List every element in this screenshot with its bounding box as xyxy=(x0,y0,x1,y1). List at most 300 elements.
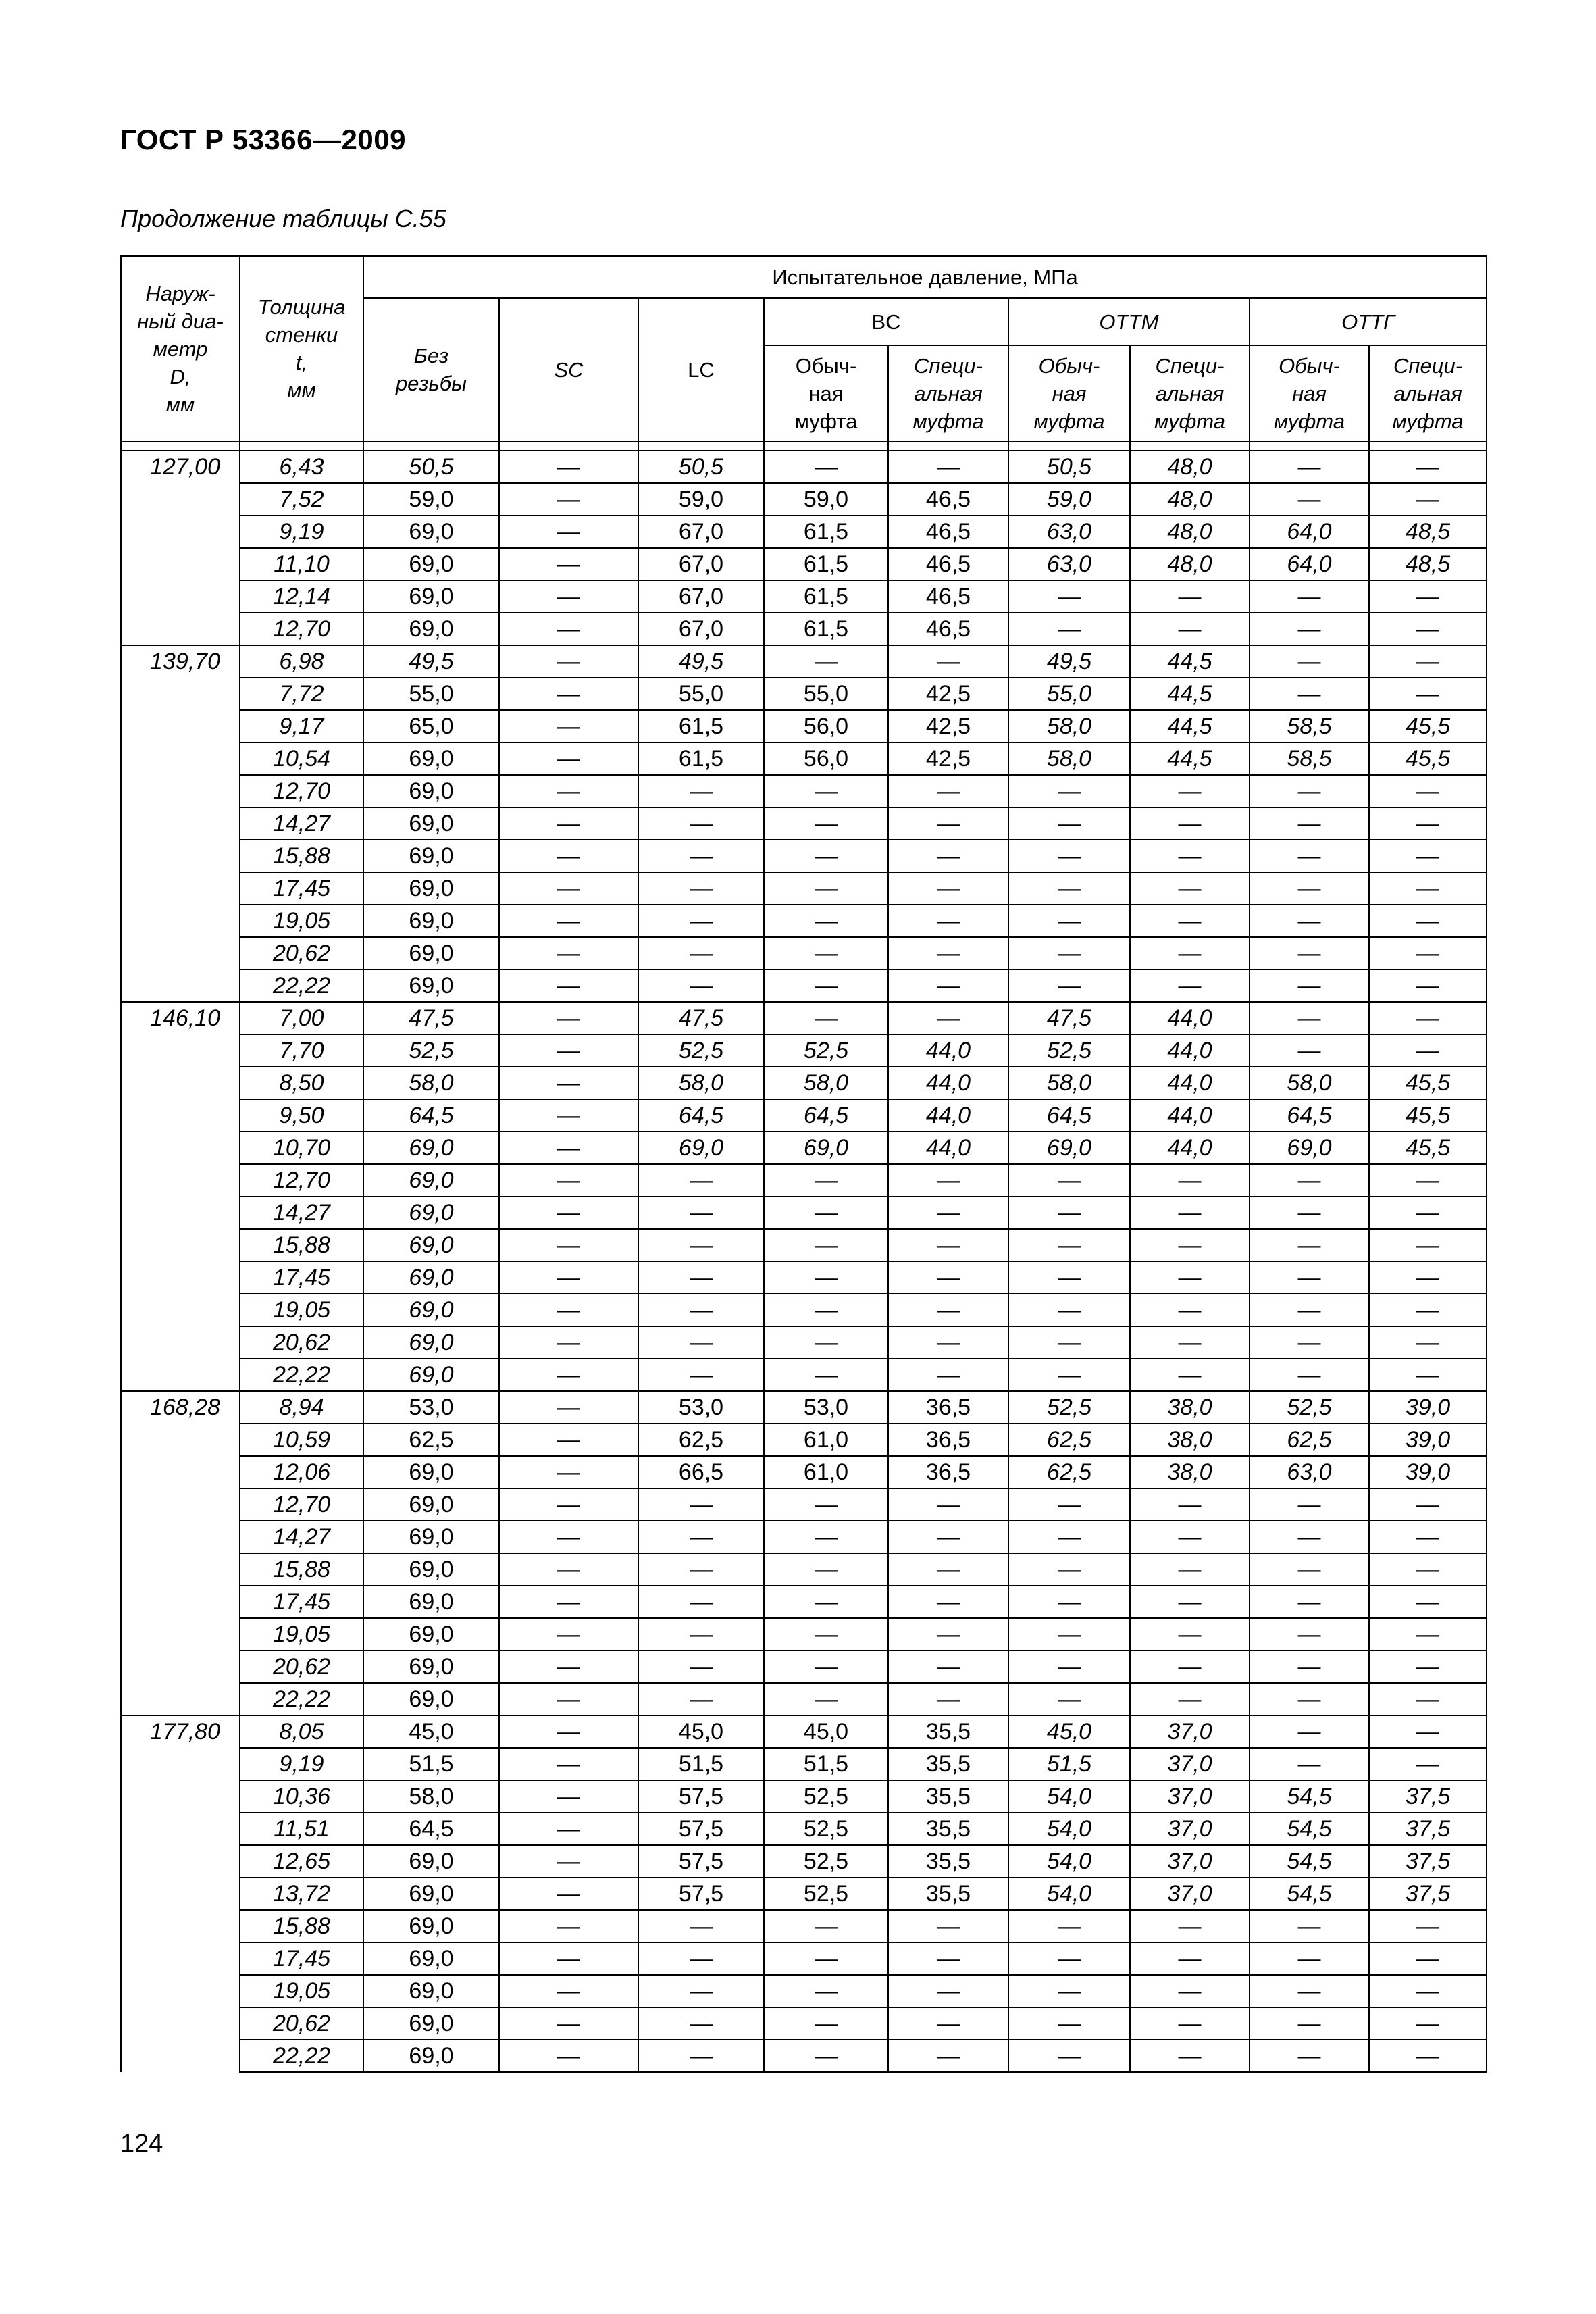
ottg-special-cell: — xyxy=(1369,613,1487,645)
bc-special-cell: 46,5 xyxy=(888,483,1008,515)
sc-cell: — xyxy=(499,1067,638,1099)
ottm-special-cell: 44,0 xyxy=(1130,1002,1250,1034)
wall-thickness-cell: 10,59 xyxy=(240,1424,363,1456)
table-row xyxy=(121,1845,1487,1878)
sc-cell: — xyxy=(499,1586,638,1618)
ottg-special-cell: — xyxy=(1369,937,1487,970)
ottg-special-cell: — xyxy=(1369,1002,1487,1034)
wall-thickness-cell: 22,22 xyxy=(240,1683,363,1715)
bc-special-cell: 36,5 xyxy=(888,1456,1008,1488)
table-row xyxy=(121,840,1487,872)
no-thread-cell: 64,5 xyxy=(363,1813,499,1845)
ottg-special-cell: 37,5 xyxy=(1369,1845,1487,1878)
ottm-regular-cell: 58,0 xyxy=(1008,710,1130,743)
sc-cell: — xyxy=(499,1391,638,1424)
bc-special-cell: — xyxy=(888,872,1008,905)
sc-cell: — xyxy=(499,1099,638,1132)
no-thread-cell: 59,0 xyxy=(363,483,499,515)
ottm-regular-cell: — xyxy=(1008,1229,1130,1261)
ottm-regular-cell: — xyxy=(1008,775,1130,807)
ottg-regular-cell: — xyxy=(1250,775,1369,807)
no-thread-cell: 69,0 xyxy=(363,1197,499,1229)
wall-thickness-cell: 14,27 xyxy=(240,807,363,840)
ottg-regular-cell: — xyxy=(1250,970,1369,1002)
lc-cell: — xyxy=(638,1910,764,1942)
wall-thickness-cell: 19,05 xyxy=(240,1618,363,1651)
wall-thickness-cell: 17,45 xyxy=(240,1942,363,1975)
sc-cell: — xyxy=(499,678,638,710)
no-thread-cell: 69,0 xyxy=(363,1910,499,1942)
wall-thickness-cell: 9,17 xyxy=(240,710,363,743)
ottm-special-cell: — xyxy=(1130,1229,1250,1261)
ottm-regular-cell: — xyxy=(1008,840,1130,872)
ottm-regular-cell: 49,5 xyxy=(1008,645,1130,678)
wall-thickness-cell: 12,65 xyxy=(240,1845,363,1878)
bc-regular-cell: — xyxy=(764,1261,888,1294)
lc-cell: — xyxy=(638,807,764,840)
sc-cell: — xyxy=(499,1229,638,1261)
ottg-special-cell: 45,5 xyxy=(1369,1099,1487,1132)
bc-special-cell: — xyxy=(888,807,1008,840)
table-body xyxy=(121,451,1487,2072)
ottg-special-cell: — xyxy=(1369,1748,1487,1780)
sc-cell: — xyxy=(499,1942,638,1975)
sc-cell: — xyxy=(499,937,638,970)
ottg-special-cell: 45,5 xyxy=(1369,1132,1487,1164)
table-row xyxy=(121,1424,1487,1456)
sc-cell: — xyxy=(499,1164,638,1197)
table-row xyxy=(121,1391,1487,1424)
wall-thickness-cell: 8,50 xyxy=(240,1067,363,1099)
wall-thickness-cell: 15,88 xyxy=(240,1229,363,1261)
pressure-table xyxy=(120,255,1487,2073)
bc-regular-cell: — xyxy=(764,1164,888,1197)
lc-cell: 64,5 xyxy=(638,1099,764,1132)
sc-cell: — xyxy=(499,775,638,807)
ottm-regular-cell: — xyxy=(1008,905,1130,937)
table-row xyxy=(121,807,1487,840)
ottm-special-cell: 37,0 xyxy=(1130,1878,1250,1910)
wall-thickness-cell: 20,62 xyxy=(240,1651,363,1683)
table-row xyxy=(121,2007,1487,2040)
bc-regular-cell: 53,0 xyxy=(764,1391,888,1424)
bc-regular-cell: — xyxy=(764,645,888,678)
ottm-regular-cell: — xyxy=(1008,1910,1130,1942)
ottm-regular-cell: 54,0 xyxy=(1008,1813,1130,1845)
no-thread-cell: 69,0 xyxy=(363,775,499,807)
wall-thickness-cell: 9,50 xyxy=(240,1099,363,1132)
bc-special-cell: 36,5 xyxy=(888,1424,1008,1456)
ottm-special-cell: — xyxy=(1130,807,1250,840)
ottg-special-cell: — xyxy=(1369,1586,1487,1618)
ottm-regular-cell: 47,5 xyxy=(1008,1002,1130,1034)
bc-regular-cell: — xyxy=(764,1521,888,1553)
lc-cell: — xyxy=(638,1942,764,1975)
bc-regular-cell: 45,0 xyxy=(764,1715,888,1748)
bc-special-cell: — xyxy=(888,1975,1008,2007)
ottm-special-cell: 48,0 xyxy=(1130,548,1250,580)
ottm-regular-cell: 52,5 xyxy=(1008,1034,1130,1067)
ottm-special-cell: 48,0 xyxy=(1130,515,1250,548)
no-thread-cell: 69,0 xyxy=(363,970,499,1002)
ottm-regular-cell: — xyxy=(1008,580,1130,613)
no-thread-cell: 69,0 xyxy=(363,1359,499,1391)
sc-cell: — xyxy=(499,1553,638,1586)
lc-cell: — xyxy=(638,1521,764,1553)
ottg-regular-cell: — xyxy=(1250,1748,1369,1780)
table-row xyxy=(121,678,1487,710)
header-bc-special: Специ- альная муфта xyxy=(888,345,1008,441)
table-row xyxy=(121,1780,1487,1813)
sc-cell: — xyxy=(499,807,638,840)
ottm-special-cell: — xyxy=(1130,1164,1250,1197)
ottg-special-cell: — xyxy=(1369,1359,1487,1391)
lc-cell: — xyxy=(638,1488,764,1521)
table-row xyxy=(121,1002,1487,1034)
sc-cell: — xyxy=(499,1683,638,1715)
sc-cell: — xyxy=(499,872,638,905)
ottm-special-cell: 38,0 xyxy=(1130,1456,1250,1488)
ottm-regular-cell: — xyxy=(1008,1197,1130,1229)
ottg-special-cell: — xyxy=(1369,451,1487,483)
ottm-regular-cell: 69,0 xyxy=(1008,1132,1130,1164)
wall-thickness-cell: 22,22 xyxy=(240,1359,363,1391)
ottg-special-cell: — xyxy=(1369,1197,1487,1229)
ottg-special-cell: 37,5 xyxy=(1369,1780,1487,1813)
ottg-special-cell: 39,0 xyxy=(1369,1391,1487,1424)
table-row xyxy=(121,1910,1487,1942)
wall-thickness-cell: 7,70 xyxy=(240,1034,363,1067)
ottm-regular-cell: — xyxy=(1008,2007,1130,2040)
bc-special-cell: — xyxy=(888,1002,1008,1034)
bc-special-cell: — xyxy=(888,775,1008,807)
table-row xyxy=(121,937,1487,970)
bc-regular-cell: — xyxy=(764,1942,888,1975)
ottg-regular-cell: — xyxy=(1250,840,1369,872)
no-thread-cell: 69,0 xyxy=(363,1553,499,1586)
no-thread-cell: 69,0 xyxy=(363,1326,499,1359)
ottm-regular-cell: — xyxy=(1008,1975,1130,2007)
lc-cell: 45,0 xyxy=(638,1715,764,1748)
ottg-special-cell: — xyxy=(1369,1651,1487,1683)
table-row xyxy=(121,970,1487,1002)
ottm-special-cell: 44,0 xyxy=(1130,1132,1250,1164)
ottm-regular-cell: — xyxy=(1008,1294,1130,1326)
bc-special-cell: — xyxy=(888,1197,1008,1229)
table-row xyxy=(121,1132,1487,1164)
no-thread-cell: 69,0 xyxy=(363,937,499,970)
ottg-regular-cell: — xyxy=(1250,1942,1369,1975)
sc-cell: — xyxy=(499,1132,638,1164)
ottm-special-cell: — xyxy=(1130,1261,1250,1294)
table-row xyxy=(121,1975,1487,2007)
no-thread-cell: 69,0 xyxy=(363,1586,499,1618)
header-ottm-special: Специ- альная муфта xyxy=(1130,345,1250,441)
ottg-regular-cell: — xyxy=(1250,1586,1369,1618)
table-row xyxy=(121,515,1487,548)
ottm-special-cell: 48,0 xyxy=(1130,483,1250,515)
no-thread-cell: 69,0 xyxy=(363,1261,499,1294)
ottg-special-cell: — xyxy=(1369,483,1487,515)
ottm-special-cell: — xyxy=(1130,1553,1250,1586)
bc-regular-cell: — xyxy=(764,1910,888,1942)
ottg-special-cell: — xyxy=(1369,1326,1487,1359)
table-row xyxy=(121,483,1487,515)
ottg-special-cell: — xyxy=(1369,1975,1487,2007)
lc-cell: — xyxy=(638,1229,764,1261)
ottg-special-cell: — xyxy=(1369,1521,1487,1553)
page-number: 124 xyxy=(120,2130,163,2158)
bc-regular-cell: — xyxy=(764,1359,888,1391)
wall-thickness-cell: 20,62 xyxy=(240,937,363,970)
bc-special-cell: — xyxy=(888,1294,1008,1326)
lc-cell: — xyxy=(638,905,764,937)
ottm-special-cell: 44,0 xyxy=(1130,1034,1250,1067)
bc-regular-cell: — xyxy=(764,2007,888,2040)
header-no-thread: Без резьбы xyxy=(363,298,499,441)
wall-thickness-cell: 7,72 xyxy=(240,678,363,710)
table-row xyxy=(121,1942,1487,1975)
wall-thickness-cell: 17,45 xyxy=(240,872,363,905)
no-thread-cell: 69,0 xyxy=(363,515,499,548)
bc-special-cell: 35,5 xyxy=(888,1748,1008,1780)
wall-thickness-cell: 15,88 xyxy=(240,1910,363,1942)
header-lc: LC xyxy=(638,298,764,441)
wall-thickness-cell: 9,19 xyxy=(240,515,363,548)
wall-thickness-cell: 12,70 xyxy=(240,1488,363,1521)
lc-cell: — xyxy=(638,937,764,970)
bc-regular-cell: 51,5 xyxy=(764,1748,888,1780)
sc-cell: — xyxy=(499,905,638,937)
ottg-special-cell: — xyxy=(1369,1715,1487,1748)
table-row xyxy=(121,1878,1487,1910)
ottg-special-cell: 37,5 xyxy=(1369,1878,1487,1910)
table-row xyxy=(121,1294,1487,1326)
lc-cell: — xyxy=(638,970,764,1002)
ottg-special-cell: — xyxy=(1369,1910,1487,1942)
header-wall-thickness: Толщина стенки t, мм xyxy=(240,256,363,441)
bc-special-cell: — xyxy=(888,905,1008,937)
bc-regular-cell: 61,5 xyxy=(764,515,888,548)
no-thread-cell: 69,0 xyxy=(363,905,499,937)
ottm-regular-cell: — xyxy=(1008,1488,1130,1521)
ottg-regular-cell: 54,5 xyxy=(1250,1845,1369,1878)
sc-cell: — xyxy=(499,840,638,872)
ottg-special-cell: — xyxy=(1369,840,1487,872)
bc-special-cell: — xyxy=(888,451,1008,483)
ottm-regular-cell: 54,0 xyxy=(1008,1780,1130,1813)
table-row xyxy=(121,1197,1487,1229)
bc-special-cell: — xyxy=(888,970,1008,1002)
sc-cell: — xyxy=(499,1910,638,1942)
no-thread-cell: 69,0 xyxy=(363,1683,499,1715)
wall-thickness-cell: 8,94 xyxy=(240,1391,363,1424)
ottg-regular-cell: — xyxy=(1250,1488,1369,1521)
bc-special-cell: 35,5 xyxy=(888,1813,1008,1845)
wall-thickness-cell: 20,62 xyxy=(240,2007,363,2040)
table-row xyxy=(121,1099,1487,1132)
no-thread-cell: 53,0 xyxy=(363,1391,499,1424)
lc-cell: — xyxy=(638,775,764,807)
sc-cell: — xyxy=(499,1488,638,1521)
bc-special-cell: 35,5 xyxy=(888,1715,1008,1748)
sc-cell: — xyxy=(499,1521,638,1553)
ottg-regular-cell: — xyxy=(1250,905,1369,937)
bc-special-cell: 46,5 xyxy=(888,515,1008,548)
sc-cell: — xyxy=(499,1748,638,1780)
bc-regular-cell: — xyxy=(764,1294,888,1326)
lc-cell: — xyxy=(638,1197,764,1229)
bc-regular-cell: — xyxy=(764,1488,888,1521)
bc-regular-cell: — xyxy=(764,1002,888,1034)
bc-regular-cell: 56,0 xyxy=(764,743,888,775)
table-row xyxy=(121,1553,1487,1586)
sc-cell: — xyxy=(499,645,638,678)
header-outer-diameter: Наруж- ный диа- метр D, мм xyxy=(121,256,240,441)
sc-cell: — xyxy=(499,580,638,613)
ottg-special-cell: 45,5 xyxy=(1369,743,1487,775)
ottm-special-cell: — xyxy=(1130,1942,1250,1975)
ottm-regular-cell: — xyxy=(1008,1683,1130,1715)
sc-cell: — xyxy=(499,515,638,548)
lc-cell: 57,5 xyxy=(638,1813,764,1845)
wall-thickness-cell: 17,45 xyxy=(240,1261,363,1294)
ottm-regular-cell: — xyxy=(1008,1521,1130,1553)
table-row xyxy=(121,2040,1487,2072)
ottm-special-cell: — xyxy=(1130,1294,1250,1326)
ottg-regular-cell: — xyxy=(1250,613,1369,645)
ottm-special-cell: 37,0 xyxy=(1130,1845,1250,1878)
lc-cell: — xyxy=(638,2007,764,2040)
ottm-special-cell: — xyxy=(1130,775,1250,807)
ottg-special-cell: — xyxy=(1369,1942,1487,1975)
table-row xyxy=(121,1748,1487,1780)
lc-cell: 50,5 xyxy=(638,451,764,483)
bc-special-cell: — xyxy=(888,937,1008,970)
ottg-regular-cell: — xyxy=(1250,937,1369,970)
wall-thickness-cell: 19,05 xyxy=(240,905,363,937)
sc-cell: — xyxy=(499,1002,638,1034)
ottg-regular-cell: — xyxy=(1250,1261,1369,1294)
ottm-regular-cell: 62,5 xyxy=(1008,1456,1130,1488)
ottg-regular-cell: — xyxy=(1250,1651,1369,1683)
bc-special-cell: — xyxy=(888,645,1008,678)
ottg-special-cell: — xyxy=(1369,1034,1487,1067)
header-bc-regular: Обыч- ная муфта xyxy=(764,345,888,441)
lc-cell: 62,5 xyxy=(638,1424,764,1456)
sc-cell: — xyxy=(499,970,638,1002)
bc-special-cell: 42,5 xyxy=(888,743,1008,775)
sc-cell: — xyxy=(499,1294,638,1326)
bc-regular-cell: — xyxy=(764,1229,888,1261)
ottm-regular-cell: 54,0 xyxy=(1008,1878,1130,1910)
no-thread-cell: 65,0 xyxy=(363,710,499,743)
bc-regular-cell: — xyxy=(764,775,888,807)
table-row xyxy=(121,1618,1487,1651)
sc-cell: — xyxy=(499,1651,638,1683)
table-row xyxy=(121,872,1487,905)
ottg-regular-cell: — xyxy=(1250,451,1369,483)
ottg-regular-cell: — xyxy=(1250,2007,1369,2040)
sc-cell: — xyxy=(499,1197,638,1229)
wall-thickness-cell: 7,52 xyxy=(240,483,363,515)
table-row xyxy=(121,1488,1487,1521)
table-row xyxy=(121,1715,1487,1748)
ottg-special-cell: — xyxy=(1369,775,1487,807)
bc-regular-cell: — xyxy=(764,1618,888,1651)
bc-special-cell: — xyxy=(888,1229,1008,1261)
ottg-regular-cell: 52,5 xyxy=(1250,1391,1369,1424)
ottm-special-cell: 38,0 xyxy=(1130,1391,1250,1424)
ottg-special-cell: 48,5 xyxy=(1369,515,1487,548)
bc-special-cell: — xyxy=(888,2040,1008,2072)
lc-cell: 57,5 xyxy=(638,1878,764,1910)
wall-thickness-cell: 9,19 xyxy=(240,1748,363,1780)
wall-thickness-cell: 22,22 xyxy=(240,2040,363,2072)
ottg-special-cell: — xyxy=(1369,1229,1487,1261)
ottg-special-cell: 48,5 xyxy=(1369,548,1487,580)
lc-cell: — xyxy=(638,1326,764,1359)
table-row xyxy=(121,710,1487,743)
ottg-special-cell: 45,5 xyxy=(1369,710,1487,743)
bc-regular-cell: 64,5 xyxy=(764,1099,888,1132)
ottm-special-cell: 37,0 xyxy=(1130,1715,1250,1748)
table-row xyxy=(121,645,1487,678)
table-row xyxy=(121,775,1487,807)
wall-thickness-cell: 8,05 xyxy=(240,1715,363,1748)
ottm-special-cell: — xyxy=(1130,613,1250,645)
ottg-regular-cell: — xyxy=(1250,1164,1369,1197)
wall-thickness-cell: 6,43 xyxy=(240,451,363,483)
lc-cell: 58,0 xyxy=(638,1067,764,1099)
bc-regular-cell: — xyxy=(764,1586,888,1618)
sc-cell: — xyxy=(499,2007,638,2040)
lc-cell: — xyxy=(638,1261,764,1294)
bc-special-cell: 35,5 xyxy=(888,1845,1008,1878)
bc-special-cell: 44,0 xyxy=(888,1099,1008,1132)
wall-thickness-cell: 19,05 xyxy=(240,1294,363,1326)
header-ottg-special: Специ- альная муфта xyxy=(1369,345,1487,441)
bc-special-cell: — xyxy=(888,1261,1008,1294)
lc-cell: — xyxy=(638,1553,764,1586)
bc-special-cell: — xyxy=(888,1326,1008,1359)
sc-cell: — xyxy=(499,548,638,580)
ottm-special-cell: 37,0 xyxy=(1130,1748,1250,1780)
ottm-special-cell: — xyxy=(1130,1618,1250,1651)
ottm-special-cell: — xyxy=(1130,1683,1250,1715)
ottm-regular-cell: 45,0 xyxy=(1008,1715,1130,1748)
table-row xyxy=(121,1521,1487,1553)
bc-regular-cell: 59,0 xyxy=(764,483,888,515)
sc-cell: — xyxy=(499,1261,638,1294)
ottm-special-cell: — xyxy=(1130,2040,1250,2072)
bc-special-cell: — xyxy=(888,1618,1008,1651)
lc-cell: — xyxy=(638,2040,764,2072)
no-thread-cell: 69,0 xyxy=(363,840,499,872)
ottg-regular-cell: — xyxy=(1250,1975,1369,2007)
ottm-regular-cell: 58,0 xyxy=(1008,743,1130,775)
bc-special-cell: — xyxy=(888,1586,1008,1618)
ottg-regular-cell: — xyxy=(1250,1553,1369,1586)
outer-diameter-cell: 146,10 xyxy=(121,1002,240,1391)
no-thread-cell: 64,5 xyxy=(363,1099,499,1132)
wall-thickness-cell: 7,00 xyxy=(240,1002,363,1034)
sc-cell: — xyxy=(499,613,638,645)
header-ottg: ОТТГ xyxy=(1250,298,1487,345)
ottm-regular-cell: 52,5 xyxy=(1008,1391,1130,1424)
document-title: ГОСТ Р 53366—2009 xyxy=(120,124,406,155)
lc-cell: 52,5 xyxy=(638,1034,764,1067)
